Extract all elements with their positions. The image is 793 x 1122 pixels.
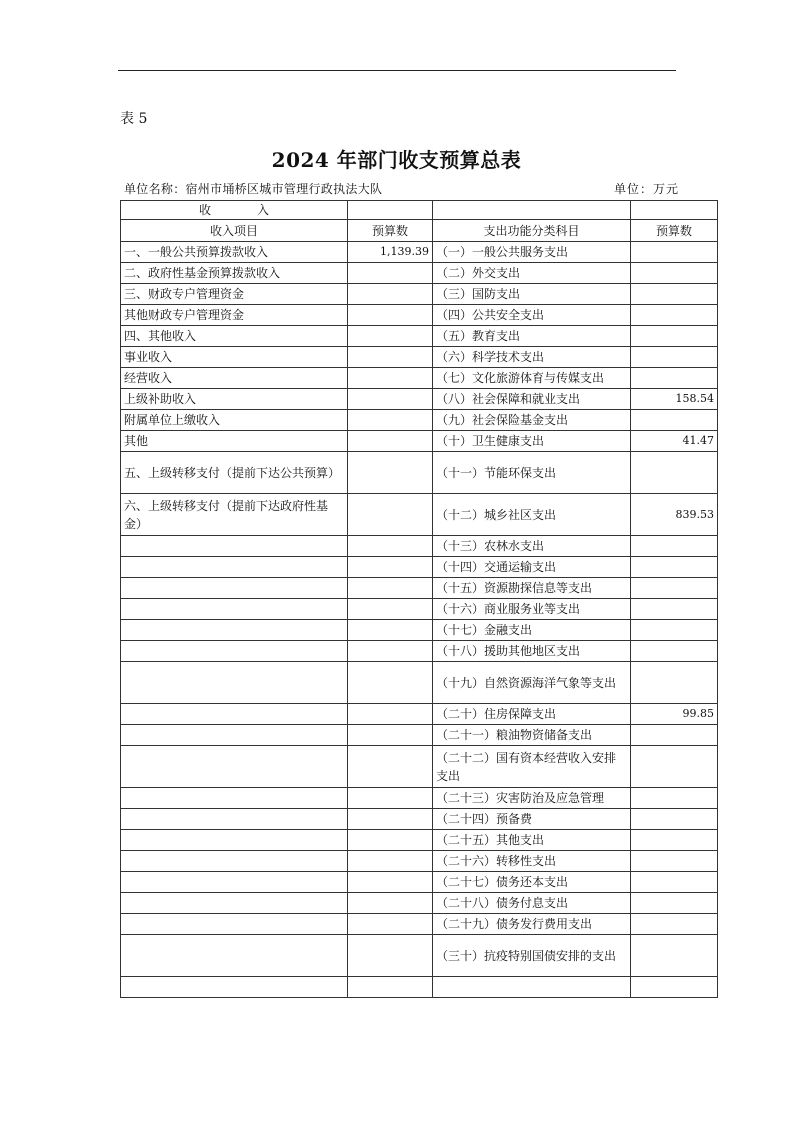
income-amount-header: 预算数	[348, 220, 433, 242]
expense-amount-cell: 99.85	[631, 704, 718, 725]
income-amount-cell	[348, 557, 433, 578]
expense-amount-cell	[631, 368, 718, 389]
income-amount-cell	[348, 935, 433, 977]
expense-item-cell: （二十）住房保障支出	[433, 704, 631, 725]
table-row	[121, 326, 718, 347]
income-group-header: 收 入	[121, 201, 348, 220]
header-rule	[118, 70, 676, 71]
table-row	[121, 347, 718, 368]
table-row	[121, 830, 718, 851]
expense-amount-cell	[631, 725, 718, 746]
unit-name: 单位名称：宿州市埇桥区城市管理行政执法大队	[124, 182, 383, 196]
expense-amount-cell	[631, 536, 718, 557]
expense-item-cell: （七）文化旅游体育与传媒支出	[433, 368, 631, 389]
income-amount-cell	[348, 809, 433, 830]
income-item-cell	[121, 893, 348, 914]
table-row	[121, 578, 718, 599]
expense-item-cell: （十六）商业服务业等支出	[433, 599, 631, 620]
expense-amount-cell	[631, 914, 718, 935]
income-amount-cell	[348, 893, 433, 914]
income-item-cell	[121, 578, 348, 599]
income-item-cell	[121, 704, 348, 725]
table-row	[121, 851, 718, 872]
expense-amount-cell	[631, 851, 718, 872]
expense-item-cell: （二十一）粮油物资储备支出	[433, 725, 631, 746]
income-amount-cell	[348, 872, 433, 893]
expense-item-cell: （二）外交支出	[433, 263, 631, 284]
expense-amount-cell	[631, 872, 718, 893]
income-amount-cell	[348, 305, 433, 326]
income-amount-cell	[348, 347, 433, 368]
income-item-cell: 其他	[121, 431, 348, 452]
income-item-cell: 附属单位上缴收入	[121, 410, 348, 431]
income-item-cell: 三、财政专户管理资金	[121, 284, 348, 305]
expense-amount-cell	[631, 620, 718, 641]
expense-item-cell: （二十四）预备费	[433, 809, 631, 830]
expense-amount-cell: 41.47	[631, 431, 718, 452]
expense-item-cell: （二十六）转移性支出	[433, 851, 631, 872]
expense-amount-cell	[631, 809, 718, 830]
expense-amount-cell	[631, 746, 718, 788]
table-row	[121, 368, 718, 389]
income-amount-cell	[348, 788, 433, 809]
table-row	[121, 704, 718, 725]
income-amount-cell	[348, 830, 433, 851]
income-item-cell	[121, 935, 348, 977]
income-amount-cell	[348, 494, 433, 536]
table-row	[121, 662, 718, 704]
budget-table	[120, 200, 718, 998]
income-item-cell	[121, 536, 348, 557]
table-row	[121, 872, 718, 893]
income-amount-cell	[348, 620, 433, 641]
expense-amount-cell: 158.54	[631, 389, 718, 410]
income-amount-cell	[348, 326, 433, 347]
table-row	[121, 431, 718, 452]
expense-amount-cell	[631, 242, 718, 263]
column-header-row	[121, 220, 718, 242]
expense-amount-cell: 839.53	[631, 494, 718, 536]
empty-cell	[348, 201, 433, 220]
table-row	[121, 641, 718, 662]
expense-item-cell: （十八）援助其他地区支出	[433, 641, 631, 662]
unit-label: 单位：万元	[614, 182, 680, 196]
expense-item-cell: （二十九）债务发行费用支出	[433, 914, 631, 935]
table-row	[121, 536, 718, 557]
table-row	[121, 599, 718, 620]
income-item-cell	[121, 977, 348, 998]
income-item-cell: 五、上级转移支付（提前下达公共预算）	[121, 452, 348, 494]
income-item-cell	[121, 809, 348, 830]
table-row	[121, 389, 718, 410]
income-item-cell	[121, 872, 348, 893]
table-row	[121, 788, 718, 809]
expense-item-cell: （一）一般公共服务支出	[433, 242, 631, 263]
expense-item-cell: （二十五）其他支出	[433, 830, 631, 851]
expense-item-cell	[433, 977, 631, 998]
expense-item-cell: （九）社会保险基金支出	[433, 410, 631, 431]
income-amount-cell	[348, 536, 433, 557]
income-item-cell	[121, 557, 348, 578]
income-item-cell: 事业收入	[121, 347, 348, 368]
header-group-row	[121, 201, 718, 220]
table-row	[121, 914, 718, 935]
income-item-cell	[121, 641, 348, 662]
income-item-header: 收入项目	[121, 220, 348, 242]
expense-item-cell: （五）教育支出	[433, 326, 631, 347]
expense-amount-cell	[631, 263, 718, 284]
income-item-cell: 其他财政专户管理资金	[121, 305, 348, 326]
table-row	[121, 452, 718, 494]
table-row	[121, 746, 718, 788]
expense-amount-cell	[631, 599, 718, 620]
table-row	[121, 557, 718, 578]
income-amount-cell	[348, 641, 433, 662]
income-item-cell: 六、上级转移支付（提前下达政府性基金）	[121, 494, 348, 536]
table-row	[121, 410, 718, 431]
expense-item-cell: （十四）交通运输支出	[433, 557, 631, 578]
expense-amount-cell	[631, 452, 718, 494]
table-row	[121, 242, 718, 263]
expense-item-cell: （十九）自然资源海洋气象等支出	[433, 662, 631, 704]
empty-cell	[631, 201, 718, 220]
expense-item-cell: （十二）城乡社区支出	[433, 494, 631, 536]
expense-item-cell: （十一）节能环保支出	[433, 452, 631, 494]
table-row	[121, 284, 718, 305]
income-amount-cell	[348, 914, 433, 935]
income-amount-cell	[348, 389, 433, 410]
income-item-cell	[121, 788, 348, 809]
table-row	[121, 725, 718, 746]
expense-amount-cell	[631, 662, 718, 704]
income-item-cell: 二、政府性基金预算拨款收入	[121, 263, 348, 284]
table-row	[121, 305, 718, 326]
expense-amount-cell	[631, 557, 718, 578]
income-item-cell	[121, 851, 348, 872]
expense-item-cell: （三十）抗疫特别国债安排的支出	[433, 935, 631, 977]
income-amount-cell	[348, 851, 433, 872]
table-row	[121, 494, 718, 536]
income-item-cell	[121, 725, 348, 746]
expense-amount-cell	[631, 326, 718, 347]
table-row	[121, 809, 718, 830]
income-item-cell	[121, 662, 348, 704]
expense-item-cell: （二十八）债务付息支出	[433, 893, 631, 914]
income-amount-cell	[348, 662, 433, 704]
expense-amount-cell	[631, 641, 718, 662]
page-title: 2024 年部门收支预算总表	[271, 148, 522, 172]
expense-amount-cell	[631, 977, 718, 998]
table-row	[121, 620, 718, 641]
income-item-cell	[121, 830, 348, 851]
income-amount-cell: 1,139.39	[348, 242, 433, 263]
expense-item-cell: （十）卫生健康支出	[433, 431, 631, 452]
income-amount-cell	[348, 725, 433, 746]
expense-amount-cell	[631, 788, 718, 809]
expense-amount-cell	[631, 284, 718, 305]
income-amount-cell	[348, 431, 433, 452]
income-amount-cell	[348, 704, 433, 725]
income-amount-cell	[348, 263, 433, 284]
expense-amount-cell	[631, 410, 718, 431]
expense-amount-cell	[631, 830, 718, 851]
income-item-cell	[121, 599, 348, 620]
expense-item-cell: （四）公共安全支出	[433, 305, 631, 326]
expense-item-cell: （十七）金融支出	[433, 620, 631, 641]
income-amount-cell	[348, 599, 433, 620]
income-amount-cell	[348, 977, 433, 998]
expense-item-cell: （二十二）国有资本经营收入安排支出	[433, 746, 631, 788]
income-amount-cell	[348, 284, 433, 305]
income-item-cell: 上级补助收入	[121, 389, 348, 410]
expense-amount-cell	[631, 893, 718, 914]
empty-cell	[433, 201, 631, 220]
income-item-cell: 经营收入	[121, 368, 348, 389]
expense-amount-cell	[631, 935, 718, 977]
income-item-cell: 四、其他收入	[121, 326, 348, 347]
income-amount-cell	[348, 578, 433, 599]
expense-item-cell: （三）国防支出	[433, 284, 631, 305]
table-row	[121, 935, 718, 977]
expense-amount-cell	[631, 578, 718, 599]
income-item-cell	[121, 620, 348, 641]
expense-amount-cell	[631, 305, 718, 326]
income-item-cell	[121, 746, 348, 788]
expense-item-cell: （二十三）灾害防治及应急管理	[433, 788, 631, 809]
expense-amount-cell	[631, 347, 718, 368]
table-row	[121, 977, 718, 998]
income-amount-cell	[348, 368, 433, 389]
income-amount-cell	[348, 410, 433, 431]
expense-item-cell: （八）社会保障和就业支出	[433, 389, 631, 410]
table-number: 表 5	[120, 111, 148, 127]
expense-amount-header: 预算数	[631, 220, 718, 242]
expense-item-cell: （六）科学技术支出	[433, 347, 631, 368]
income-amount-cell	[348, 746, 433, 788]
income-item-cell: 一、一般公共预算拨款收入	[121, 242, 348, 263]
expense-item-cell: （十三）农林水支出	[433, 536, 631, 557]
table-row	[121, 263, 718, 284]
expense-item-header: 支出功能分类科目	[433, 220, 631, 242]
expense-item-cell: （二十七）债务还本支出	[433, 872, 631, 893]
income-amount-cell	[348, 452, 433, 494]
expense-item-cell: （十五）资源勘探信息等支出	[433, 578, 631, 599]
income-item-cell	[121, 914, 348, 935]
table-row	[121, 893, 718, 914]
